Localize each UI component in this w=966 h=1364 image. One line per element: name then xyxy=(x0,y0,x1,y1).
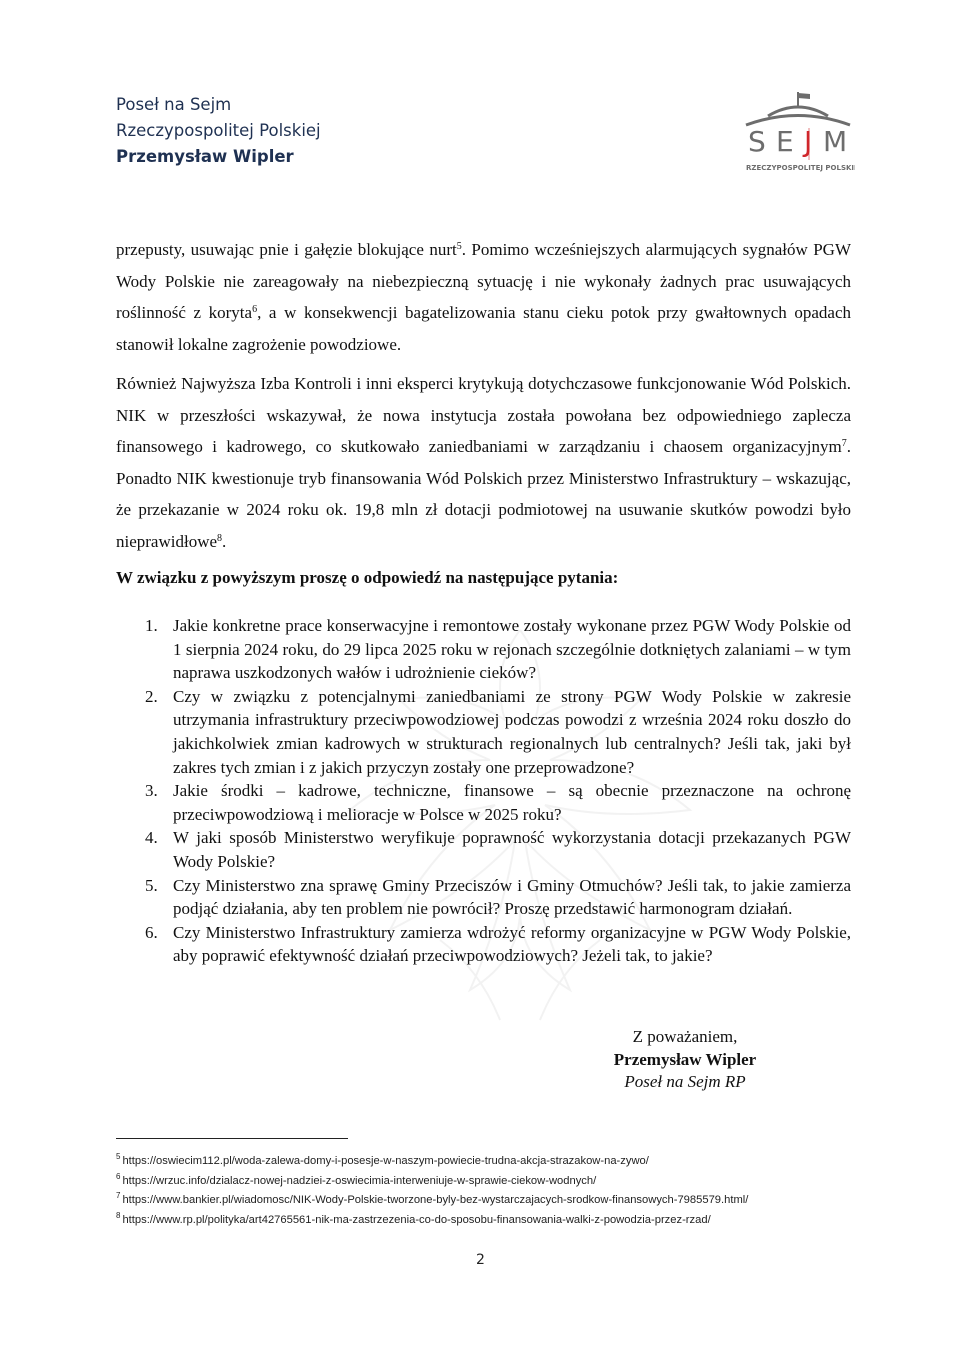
letterhead xyxy=(116,92,321,170)
footnote-link[interactable]: https://oswiecim112.pl/woda-zalewa-domy-i-posesje-w-naszym-powiecie-trudna-akcja-strazakow-na-zywo/ xyxy=(122,1155,649,1167)
footnote-number: 5 xyxy=(116,1152,121,1161)
question-item xyxy=(116,779,851,826)
footnote-number: 8 xyxy=(116,1210,121,1220)
letterhead-title: Poseł na Sejm xyxy=(116,95,232,114)
logo-letter-s: S xyxy=(748,125,766,158)
sejm-logo-icon xyxy=(740,88,855,173)
footnote-link[interactable]: https://www.rp.pl/polityka/art42765561-nik-ma-zastrzezenia-co-do-sposobu-finansowania-walki-z-powodzia-przez-rzad/ xyxy=(122,1213,711,1226)
logo-letter-m: M xyxy=(823,125,848,158)
footnotes xyxy=(116,1152,748,1230)
question-number: 2. xyxy=(145,686,158,706)
question-number: 1. xyxy=(145,616,158,635)
footnote-number: 6 xyxy=(116,1171,121,1181)
letterhead-subtitle: Rzeczypospolitej Polskiej xyxy=(116,121,321,140)
paragraph-text: . xyxy=(222,531,227,551)
logo-letter-j: J xyxy=(804,125,813,158)
question-number: 6. xyxy=(145,922,158,942)
footnote-ref-6[interactable]: 6 xyxy=(252,304,258,315)
paragraph-text: . Ponadto NIK kwestionuje tryb finansowania Wód Polskich przez Ministerstwo Infrastruktury – wskazując, że przekazanie w 2024 roku ok. 19,8 mln zł dotacji podmiotowej na usuwanie skutków powodzi było nieprawidłowe xyxy=(116,437,851,551)
question-number: 5. xyxy=(145,875,158,895)
question-text: Czy Ministerstwo zna sprawę Gminy Przeciszów i Gminy Otmuchów? Jeśli tak, to jakie zamierza podjąć działania, aby ten problem nie powrócił? Proszę przedstawić harmonogram działań. xyxy=(173,875,851,919)
signature-name: Przemysław Wipler xyxy=(613,1049,757,1069)
signature-block xyxy=(580,1026,790,1094)
question-text: Jakie konkretne prace konserwacyjne i remontowe zostały wykonane przez PGW Wody Polskie od 1 sierpnia 2024 roku, do 29 lipca 2025 roku w rejonach szczególnie dotkniętych zalaniami – w tym naprawa uszkodzonych wałów i udrożnienie cieków? xyxy=(173,616,851,683)
footnote-ref-8[interactable]: 8 xyxy=(217,532,223,544)
paragraph-text: Również Najwyższa Izba Kontroli i inni eksperci krytykują dotychczasowe funkcjonowanie Wód Polskich. NIK w przeszłości wskazywał, że nowa instytucja została powołana bez odpowiedniego zaplecza finansowego i kadrowego, co skutkowało zaniedbaniami w zarządzaniu i chaosem organizacyjnym xyxy=(116,374,851,456)
footnote-7 xyxy=(116,1191,748,1211)
question-text: Czy Ministerstwo Infrastruktury zamierza wdrożyć reformy organizacyjne w PGW Wody Polskie, aby poprawić efektywność działań przeciwpowodziowych? Jeżeli tak, to jakie? xyxy=(173,922,851,966)
question-text: W jaki sposób Ministerstwo weryfikuje poprawność wykorzystania dotacji przekazanych PGW Wody Polskie? xyxy=(173,828,851,871)
body-paragraph-1 xyxy=(116,234,851,360)
question-item xyxy=(116,826,851,873)
questions-heading: W związku z powyższym proszę o odpowiedź na następujące pytania: xyxy=(116,568,619,587)
logo-subtitle: RZECZYPOSPOLITEJ POLSKIEJ xyxy=(746,164,855,172)
footnote-5 xyxy=(116,1152,748,1172)
question-item xyxy=(116,874,851,921)
question-text: Jakie środki – kadrowe, techniczne, finansowe – są obecnie przeznaczone na ochronę przeciwpowodziową i melioracje w Polsce w 2025 roku? xyxy=(173,781,851,824)
paragraph-text: , a w konsekwencji bagatelizowania stanu cieku potok przy gwałtownych opadach stanowił lokalne zagrożenie powodziowe. xyxy=(116,303,851,354)
footnote-8 xyxy=(116,1211,748,1231)
footnote-separator xyxy=(116,1138,348,1139)
footnote-6 xyxy=(116,1172,748,1192)
signature-role: Poseł na Sejm RP xyxy=(624,1072,746,1091)
question-text: Czy w związku z potencjalnymi zaniedbaniami ze strony PGW Wody Polskie w zakresie utrzymania infrastruktury przeciwpowodziowej podczas powodzi z września 2024 roku doszło do jakichkolwiek zmian kadrowych w strukturach regionalnych lub centralnych? Jeśli tak, jaki był zakres tych zmian i z jakich przyczyn zostały one przeprowadzone? xyxy=(173,686,851,777)
letterhead-name: Przemysław Wipler xyxy=(116,147,294,166)
page-number: 2 xyxy=(476,1252,485,1268)
paragraph-text: . Pomimo wcześniejszych alarmujących sygnałów PGW Wody Polskie nie zareagowały na niebezpieczną sytuację i nie wykonały żadnych prac usuwających roślinność z koryta xyxy=(116,240,851,322)
question-item xyxy=(116,685,851,779)
question-item xyxy=(116,614,851,685)
question-item xyxy=(116,921,851,968)
questions-list xyxy=(116,614,851,968)
footnote-number: 7 xyxy=(116,1191,121,1200)
body-paragraph-2 xyxy=(116,368,851,557)
footnote-link[interactable]: https://www.bankier.pl/wiadomosc/NIK-Wody-Polskie-tworzone-byly-bez-wystarczajacych-srodkow-finansowych-7985579.html/ xyxy=(122,1194,749,1206)
footnote-link[interactable]: https://wrzuc.info/dzialacz-nowej-nadziei-z-oswiecimia-interweniuje-w-sprawie-ciekow-wodnych/ xyxy=(122,1174,597,1187)
signature-closing: Z poważaniem, xyxy=(632,1027,738,1046)
footnote-ref-5[interactable]: 5 xyxy=(456,241,462,252)
logo-letter-e: E xyxy=(776,125,794,158)
paragraph-text: przepusty, usuwając pnie i gałęzie blokujące nurt xyxy=(116,240,457,259)
footnote-ref-7[interactable]: 7 xyxy=(841,438,847,449)
question-number: 4. xyxy=(145,828,158,848)
question-number: 3. xyxy=(145,781,158,801)
